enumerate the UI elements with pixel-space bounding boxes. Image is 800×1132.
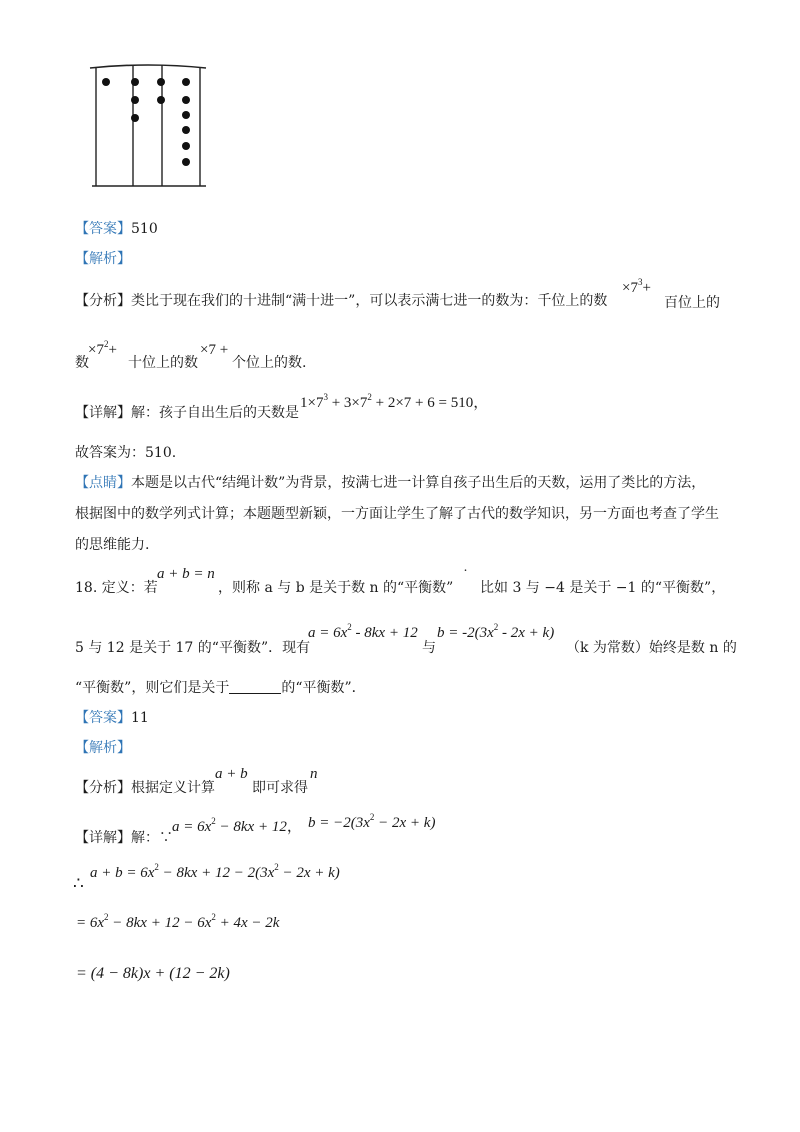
knot bbox=[157, 96, 165, 104]
fenxi-math-1: $\times 7^3+$ bbox=[622, 277, 651, 296]
q18-xiangjie-b: $b = -2(3x^2 - 2x + k)$ bbox=[308, 812, 436, 831]
top-rope bbox=[90, 65, 206, 68]
q18-expr-b: $b = -2(3x^2 - 2x + k)$ bbox=[437, 622, 555, 641]
q18-analysis-tag: 【解析】 bbox=[75, 740, 131, 756]
q18-line2-a: 5 与 12 是关于 17 的“平衡数”．现有 bbox=[75, 640, 311, 656]
q18-line1-dot: ˙ bbox=[462, 568, 469, 584]
knot-rope-figure bbox=[88, 62, 212, 190]
knot bbox=[182, 142, 190, 150]
knot bbox=[102, 78, 110, 86]
q18-fenxi-n: n bbox=[310, 766, 318, 782]
fenxi-math-2: $\times 7^2+$ bbox=[88, 339, 117, 358]
knot bbox=[131, 114, 139, 122]
q17-fenxi-line1 bbox=[75, 290, 607, 310]
q18-line3: “平衡数”，则它们是关于 的“平衡数”． bbox=[75, 680, 366, 696]
q18-fenxi: 【分析】根据定义计算 bbox=[75, 780, 215, 796]
knot bbox=[182, 78, 190, 86]
q18-line2-c: （k 为常数）始终是数 n 的 bbox=[566, 640, 737, 656]
q18-line2-b: 与 bbox=[422, 640, 436, 656]
q18-expr-a: $a = 6x^2 - 8kx + 12$ bbox=[308, 622, 418, 641]
q17-conclusion: 故答案为：510. bbox=[75, 445, 177, 461]
knot bbox=[182, 96, 190, 104]
q18-xiangjie-a: $a = 6x^2 - 8kx + 12$， bbox=[172, 816, 302, 835]
q17-xiangjie: 【详解】解：孩子自出生后的天数是 bbox=[75, 405, 299, 421]
knot bbox=[131, 78, 139, 86]
q18-step3: = (4 − 8k)x + (12 − 2k) bbox=[76, 965, 230, 982]
knot bbox=[182, 126, 190, 134]
q18-line1-a: 18. 定义：若 bbox=[75, 580, 158, 596]
q18-fenxi-text2: 即可求得 bbox=[252, 780, 308, 796]
knot bbox=[157, 78, 165, 86]
knot bbox=[182, 158, 190, 166]
q18-step2: = $6x^2 - 8kx + 12 - 6x^2 + 4x - 2k$ bbox=[76, 912, 280, 931]
knot bbox=[182, 111, 190, 119]
fenxi-tag: 【分析】 bbox=[75, 293, 131, 309]
q17-answer-line bbox=[75, 218, 158, 238]
therefore-symbol: ∴ bbox=[73, 874, 84, 894]
q18-xiangjie: 【详解】解：∵ bbox=[75, 830, 173, 846]
fenxi-text-3: 数 bbox=[75, 355, 89, 371]
dianjing-line-1: 【点睛】本题是以古代“结绳计数”为背景，按满七进一计算自孩子出生后的天数，运用了类比的方法， bbox=[75, 475, 706, 491]
fenxi-text-2: 百位上的 bbox=[664, 295, 720, 311]
xiangjie-equation: $1\times 7^3 + 3\times 7^2 + 2\times 7 + 6 = 510$， bbox=[300, 392, 489, 411]
q18-step1: $a + b = 6x^2 - 8kx + 12 - 2(3x^2 - 2x + k)$ bbox=[90, 862, 340, 881]
fenxi-math-3: ×7 + bbox=[200, 342, 229, 358]
analysis-tag: 【解析】 bbox=[75, 251, 131, 267]
q18-answer-line: 【答案】11 bbox=[75, 710, 149, 726]
q18-line1-math: a + b = n bbox=[157, 566, 215, 582]
fenxi-text-4: 十位上的数 bbox=[128, 355, 198, 371]
knot bbox=[131, 96, 139, 104]
fenxi-text: 类比于现在我们的十进制“满十进一”，可以表示满七进一的数为：千位上的数 bbox=[131, 293, 608, 309]
q18-fenxi-math: a + b bbox=[215, 766, 248, 782]
fenxi-text-5: 个位上的数. bbox=[232, 355, 307, 371]
dianjing-line-3: 的思维能力. bbox=[75, 537, 150, 553]
q18-line1-b: ，则称 a 与 b 是关于数 n 的“平衡数” bbox=[218, 580, 454, 596]
q18-line1-c: 比如 3 与 −4 是关于 −1 的“平衡数”， bbox=[480, 580, 726, 596]
dianjing-line-2: 根据图中的数学列式计算；本题题型新颖，一方面让学生了解了古代的数学知识，另一方面也考查了学生 bbox=[75, 506, 719, 522]
answer-blank bbox=[229, 681, 281, 694]
answer-value: 510 bbox=[131, 221, 158, 237]
answer-tag: 【答案】 bbox=[75, 221, 131, 237]
